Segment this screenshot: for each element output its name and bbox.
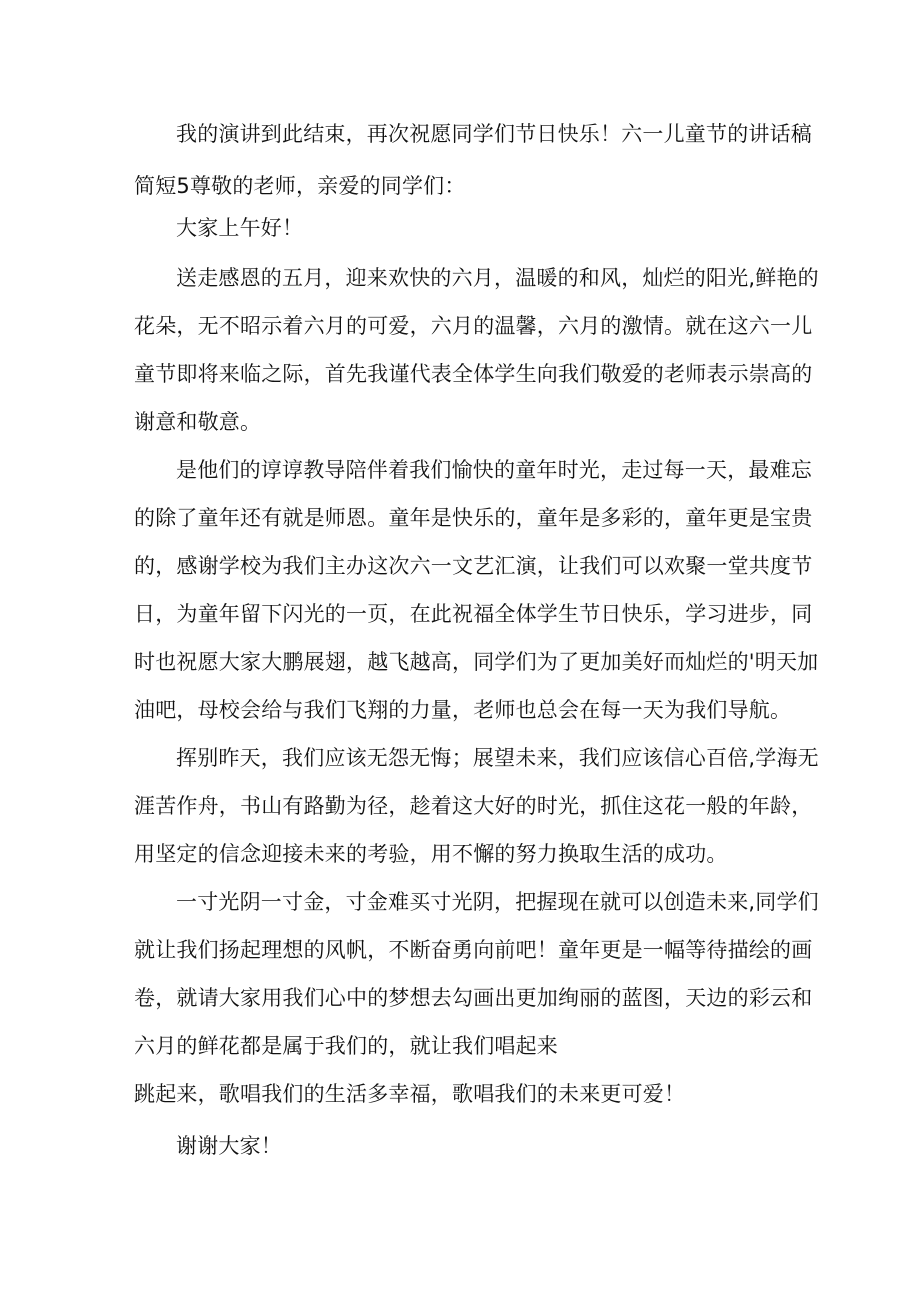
text-line: 挥别昨天，我们应该无怨无悔；展望未来，我们应该信心百倍,学海无 xyxy=(176,746,819,770)
text-line: 日，为童年留下闪光的一页，在此祝福全体学生节日快乐，学习进步，同 xyxy=(134,602,813,626)
text-line: 谢谢大家！ xyxy=(176,1134,282,1158)
text-line: 时也祝愿大家大鹏展翅，越飞越高，同学们为了更加美好而灿烂的'明天加 xyxy=(134,650,819,674)
text-line: 谢意和敬意。 xyxy=(134,410,262,434)
text-line: 的除了童年还有就是师恩。童年是快乐的，童年是多彩的，童年更是宝贵 xyxy=(134,506,813,530)
text-line: 我的演讲到此结束，再次祝愿同学们节日快乐！六一儿童节的讲话稿 xyxy=(176,122,812,146)
text-line: 一寸光阴一寸金，寸金难买寸光阴，把握现在就可以创造未来,同学们 xyxy=(176,890,819,914)
text-line: 是他们的谆谆教导陪伴着我们愉快的童年时光，走过每一天，最难忘 xyxy=(176,458,812,482)
text-line: 的，感谢学校为我们主办这次六一文艺汇演，让我们可以欢聚一堂共度节 xyxy=(134,554,813,578)
text-line: 就让我们扬起理想的风帆，不断奋勇向前吧！童年更是一幅等待描绘的画 xyxy=(134,938,813,962)
text-line: 六月的鲜花都是属于我们的，就让我们唱起来 xyxy=(134,1034,558,1058)
text-line: 简短5尊敬的老师，亲爱的同学们： xyxy=(134,174,466,198)
text-line: 花朵，无不昭示着六月的可爱，六月的温馨，六月的激情。就在这六一儿 xyxy=(134,314,813,338)
text-line: 大家上午好！ xyxy=(176,216,304,240)
text-line: 跳起来，歌唱我们的生活多幸福，歌唱我们的未来更可爱！ xyxy=(134,1082,686,1106)
text-line: 涯苦作舟，书山有路勤为径，趁着这大好的时光，抓住这花一般的年龄， xyxy=(134,794,813,818)
text-line: 送走感恩的五月，迎来欢快的六月，温暖的和风，灿烂的阳光,鲜艳的 xyxy=(176,266,819,290)
text-line: 用坚定的信念迎接未来的考验，用不懈的努力换取生活的成功。 xyxy=(134,842,728,866)
text-line: 童节即将来临之际，首先我谨代表全体学生向我们敬爱的老师表示崇高的 xyxy=(134,362,813,386)
text-line: 卷，就请大家用我们心中的梦想去勾画出更加绚丽的蓝图，天边的彩云和 xyxy=(134,986,813,1010)
text-line: 油吧，母校会给与我们飞翔的力量，老师也总会在每一天为我们导航。 xyxy=(134,698,792,722)
